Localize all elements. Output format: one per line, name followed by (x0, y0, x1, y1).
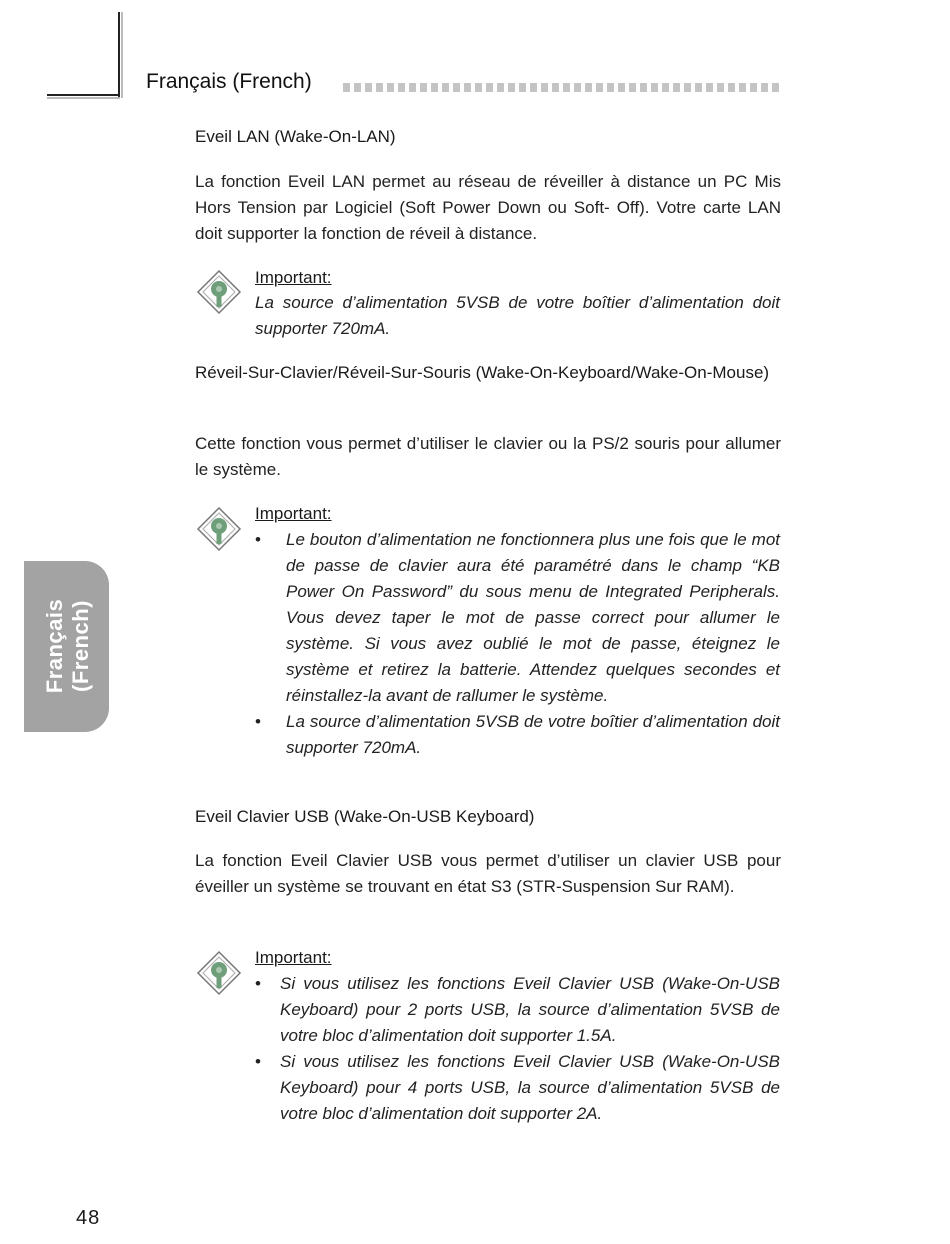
side-tab-line1: Français (42, 598, 67, 694)
note-title: Important: (255, 948, 332, 967)
note-bullet-list (255, 527, 780, 761)
side-tab-label (42, 599, 94, 694)
corner-mark-vertical (118, 12, 120, 98)
bullet-marker: • (255, 1052, 261, 1071)
list-item (255, 1049, 780, 1127)
bullet-text: Si vous utilisez les fonctions Eveil Clavier USB (Wake-On-USB Keyboard) pour 4 ports USB, la source d’alimentation 5VSB de votre bloc d’alimentation doit supporter 2A. (280, 1052, 780, 1123)
page-header-title: Français (French) (146, 70, 312, 93)
section-body-wake-on-keyboard: Cette fonction vous permet d’utiliser le clavier ou la PS/2 souris pour allumer le système. (195, 434, 781, 479)
corner-mark-horizontal (47, 94, 120, 96)
bullet-marker: • (255, 712, 261, 731)
section-heading-wake-on-lan: Eveil LAN (Wake-On-LAN) (195, 127, 396, 146)
important-note-icon (196, 506, 242, 552)
note-bullet-list (255, 971, 780, 1127)
section-body-wake-on-usb: La fonction Eveil Clavier USB vous permet d’utiliser un clavier USB pour éveiller un système se trouvant en état S3 (STR-Suspension Sur RAM). (195, 851, 781, 896)
section-heading-wake-on-usb: Eveil Clavier USB (Wake-On-USB Keyboard) (195, 807, 535, 826)
bullet-text: Le bouton d’alimentation ne fonctionnera plus une fois que le mot de passe de clavier aura été paramétré dans le champ “KB Power On Password” du sous menu de Integrated Peripherals. Vous devez taper le mot de passe correct pour allumer le système. Si vous avez oublié le mot de passe, éteignez le système et retirez la batterie. Attendez quelques secondes et réinstallez-la avant de rallumer le système. (286, 530, 780, 705)
bullet-marker: • (255, 974, 261, 993)
list-item (255, 971, 780, 1049)
important-note-icon (196, 269, 242, 315)
bullet-text: Si vous utilisez les fonctions Eveil Clavier USB (Wake-On-USB Keyboard) pour 2 ports USB, la source d’alimentation 5VSB de votre bloc d’alimentation doit supporter 1.5A. (280, 974, 780, 1045)
important-note-icon (196, 950, 242, 996)
list-item (255, 709, 780, 761)
list-item (255, 527, 780, 709)
bullet-marker: • (255, 530, 261, 549)
bullet-text: La source d’alimentation 5VSB de votre boîtier d’alimentation doit supporter 720mA. (286, 712, 780, 757)
section-heading-wake-on-keyboard: Réveil-Sur-Clavier/Réveil-Sur-Souris (Wake-On-Keyboard/Wake-On-Mouse) (195, 363, 770, 382)
note-title: Important: (255, 504, 332, 523)
side-tab-line2: (French) (68, 600, 93, 692)
note-title: Important: (255, 268, 332, 287)
page-number: 48 (76, 1207, 101, 1229)
section-body-wake-on-lan: La fonction Eveil LAN permet au réseau de réveiller à distance un PC Mis Hors Tension par Logiciel (Soft Power Down ou Soft- Off). Votre carte LAN doit supporter la fonction de réveil à distance. (195, 172, 781, 243)
note-text: La source d’alimentation 5VSB de votre boîtier d’alimentation doit supporter 720mA. (255, 293, 780, 338)
header-dotted-rule (343, 83, 780, 92)
